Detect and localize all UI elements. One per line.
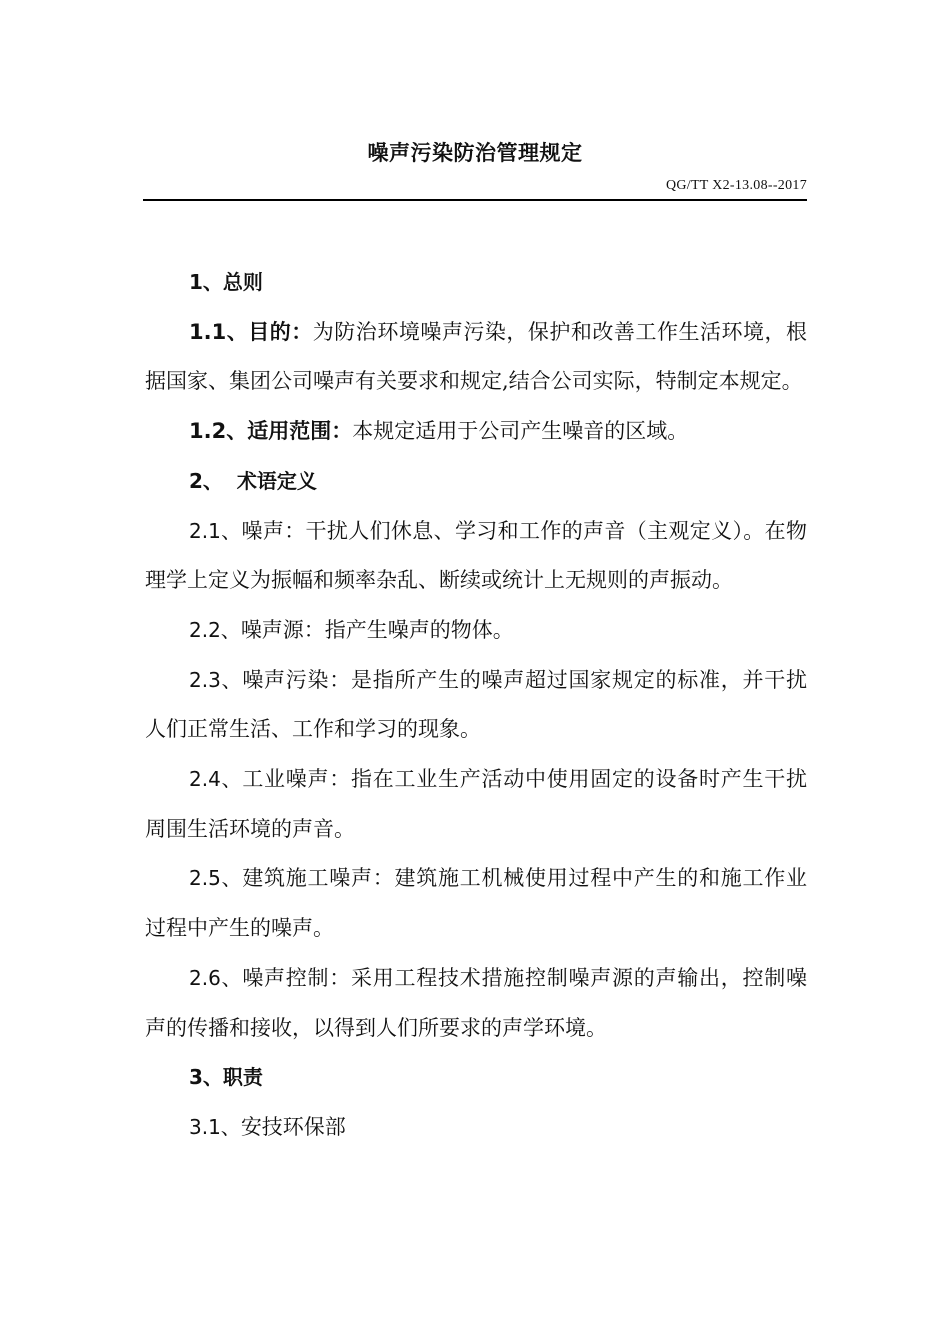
clause-text: 建筑施工噪声：建筑施工机械使用过程中产生的和施工作业过程中产生的噪声。 [145, 866, 808, 941]
clause-number: 2.4、 [189, 767, 243, 792]
paragraph [145, 407, 807, 457]
paragraph [145, 954, 807, 1053]
heading-text: 2、 术语定义 [189, 468, 317, 493]
paragraph [145, 854, 807, 953]
document-body [145, 258, 807, 1153]
clause-label: 适用范围： [247, 419, 353, 444]
paragraph [145, 606, 807, 656]
clause-number: 2.3、 [189, 667, 243, 692]
section-heading [145, 258, 807, 308]
heading-text: 1、总则 [189, 270, 263, 294]
document-title: 噪声污染防治管理规定 [367, 141, 583, 165]
clause-label: 目的： [248, 319, 313, 344]
clause-number: 2.6、 [189, 965, 243, 990]
paragraph [145, 1103, 807, 1153]
heading-text: 3、职责 [189, 1065, 263, 1090]
clause-number: 2.2、 [189, 617, 241, 642]
section-heading [145, 1053, 807, 1103]
clause-text: 噪声污染：是指所产生的噪声超过国家规定的标准，并干扰人们正常生活、工作和学习的现象。 [145, 667, 808, 742]
header-divider [143, 199, 807, 201]
clause-text: 噪声控制：采用工程技术措施控制噪声源的声输出，控制噪声的传播和接收，以得到人们所要求的声学环境。 [145, 965, 808, 1040]
clause-number: 2.5、 [189, 866, 243, 891]
clause-number: 1.2、 [189, 419, 248, 444]
paragraph [145, 755, 807, 854]
clause-number: 1.1、 [189, 319, 249, 344]
section-heading [145, 457, 807, 507]
clause-text: 噪声：干扰人们休息、学习和工作的声音（主观定义）。在物理学上定义为振幅和频率杂乱、断续或统计上无规则的声振动。 [145, 518, 807, 593]
paragraph [145, 656, 807, 755]
paragraph [145, 308, 807, 407]
clause-number: 2.1、 [189, 518, 242, 543]
clause-text: 噪声源：指产生噪声的物体。 [240, 617, 514, 642]
clause-text: 工业噪声：指在工业生产活动中使用固定的设备时产生干扰周围生活环境的声音。 [145, 767, 808, 841]
clause-text: 本规定适用于公司产生噪音的区域。 [352, 419, 689, 444]
document-code: QG/TT X2-13.08--2017 [665, 178, 807, 193]
clause-number: 3.1、 [189, 1114, 241, 1139]
clause-text: 安技环保部 [240, 1114, 346, 1139]
clause-text: 为防治环境噪声污染，保护和改善工作生活环境，根据国家、集团公司噪声有关要求和规定,结合公司实际，特制定本规定。 [145, 319, 808, 394]
paragraph [145, 507, 807, 606]
